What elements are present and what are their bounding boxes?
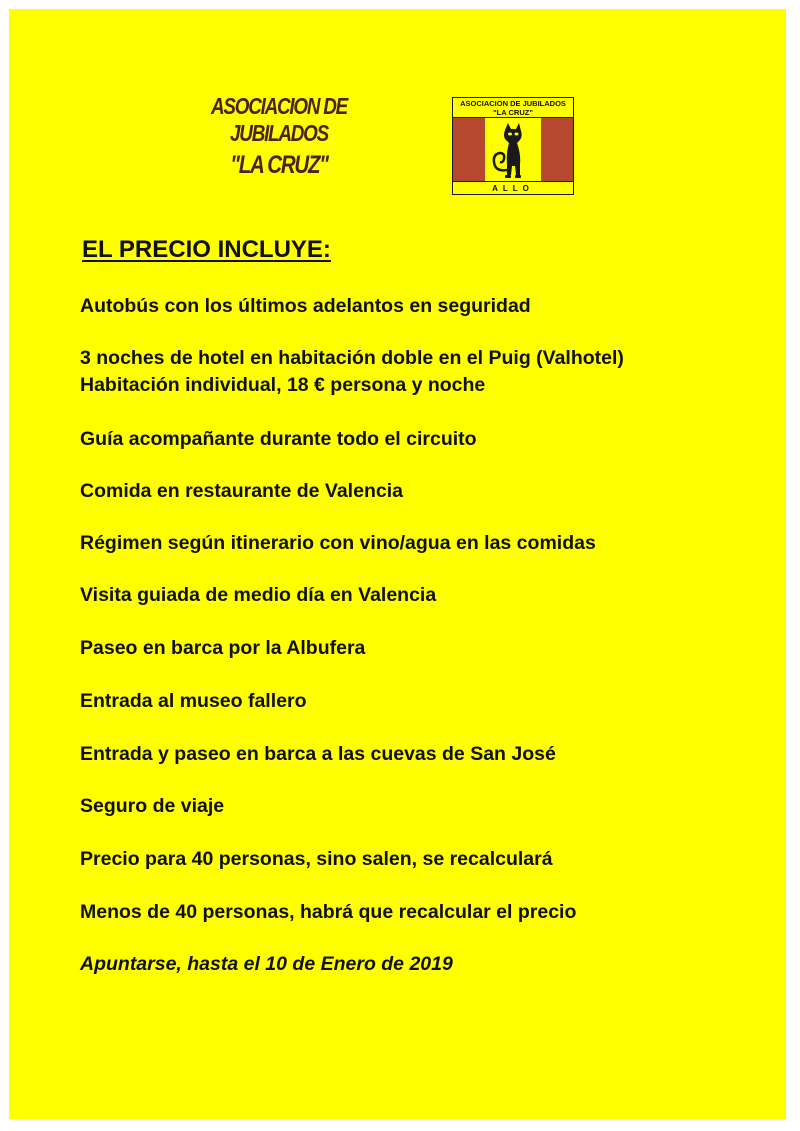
list-item: Visita guiada de medio día en Valencia (80, 584, 437, 606)
list-item: Seguro de viaje (80, 795, 225, 817)
list-item: Régimen según itinerario con vino/agua en las comidas (80, 532, 596, 554)
list-item: Entrada y paseo en barca a las cuevas de San José (80, 743, 556, 765)
association-subtitle: "LA CRUZ" (230, 151, 328, 179)
logo-bar-right (541, 118, 573, 182)
list-item: Entrada al museo fallero (80, 690, 307, 712)
association-title: ASOCIACION DE JUBILADOS (211, 93, 347, 146)
list-item: Autobús con los últimos adelantos en seguridad (80, 295, 531, 317)
list-item: Comida en restaurante de Valencia (80, 480, 403, 502)
deadline-note: Apuntarse, hasta el 10 de Enero de 2019 (80, 953, 453, 975)
logo-header (453, 98, 573, 118)
list-item: 3 noches de hotel en habitación doble en el Puig (Valhotel) (80, 347, 624, 369)
list-item: Guía acompañante durante todo el circuito (80, 428, 477, 450)
logo-line-1: ASOCIACION DE JUBILADOS (460, 99, 566, 108)
price-includes-heading: EL PRECIO INCLUYE: (82, 236, 331, 263)
logo-bar-left (453, 118, 485, 182)
list-item: Paseo en barca por la Albufera (80, 637, 366, 659)
association-logo (452, 97, 574, 195)
list-item: Precio para 40 personas, sino salen, se recalculará (80, 848, 553, 870)
cat-emblem-icon (487, 120, 539, 180)
list-item: Habitación individual, 18 € persona y noche (80, 374, 486, 396)
logo-line-2: "LA CRUZ" (493, 108, 533, 117)
logo-town: ALLO (453, 181, 573, 194)
list-item: Menos de 40 personas, habrá que recalcular el precio (80, 901, 577, 923)
